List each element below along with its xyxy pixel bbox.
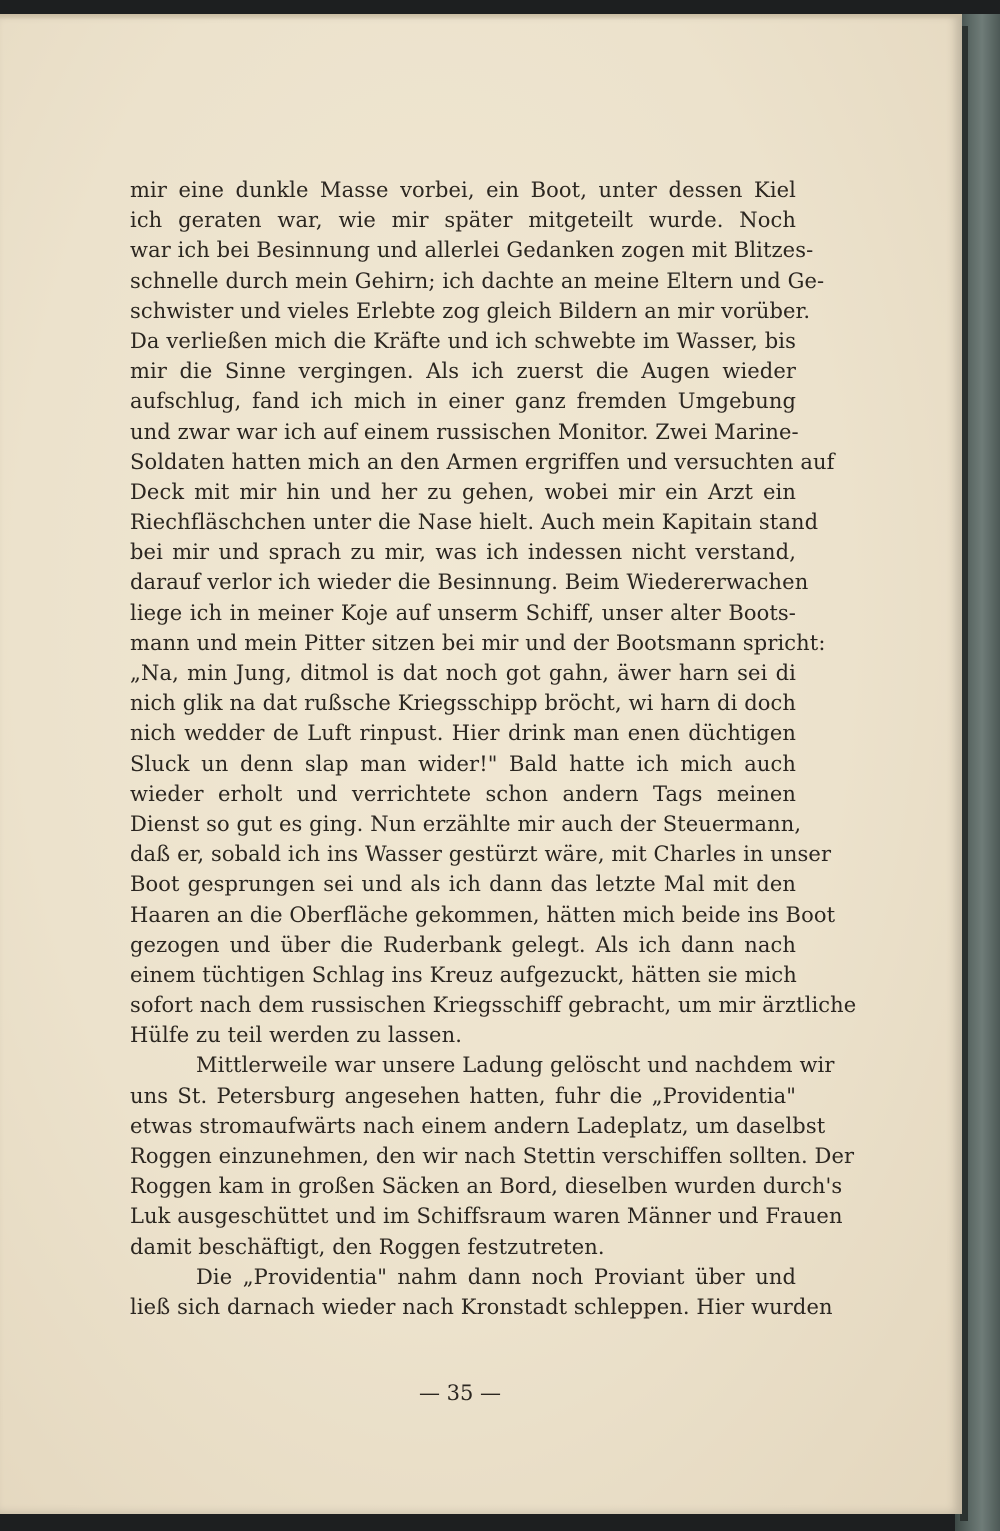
text-line: Haaren an die Oberfläche gekommen, hätten mich beide ins Boot <box>130 902 836 927</box>
text-line: sofort nach dem russischen Kriegsschiff gebracht, um mir ärztliche <box>130 993 857 1018</box>
paragraph <box>130 1262 833 1322</box>
text-line: wieder erholt und verrichtete schon andern Tags meinen <box>130 781 796 806</box>
text-line: einem tüchtigen Schlag ins Kreuz aufgezuckt, hätten sie mich <box>130 962 797 987</box>
text-line: war ich bei Besinnung und allerlei Gedanken zogen mit Blitzes- <box>130 238 814 263</box>
text-line: Sluck un denn slap man wider!" Bald hatte ich mich auch <box>130 751 796 776</box>
text-line: Die „Providentia" nahm dann noch Proviant über und <box>196 1264 796 1289</box>
text-line: Da verließen mich die Kräfte und ich schwebte im Wasser, bis <box>130 328 796 353</box>
text-line: liege ich in meiner Koje auf unserm Schiff, unser alter Boots- <box>130 600 796 625</box>
paragraph <box>130 175 857 1050</box>
text-line: schnelle durch mein Gehirn; ich dachte an meine Eltern und Ge- <box>130 268 825 293</box>
text-line: mir eine dunkle Masse vorbei, ein Boot, unter dessen Kiel <box>130 178 796 202</box>
text-line: bei mir und sprach zu mir, was ich indessen nicht verstand, <box>130 540 796 565</box>
text-line: Dienst so gut es ging. Nun erzählte mir auch der Steuermann, <box>130 811 802 836</box>
text-line: Deck mit mir hin und her zu gehen, wobei mir ein Arzt ein <box>130 479 796 504</box>
text-line: schwister und vieles Erlebte zog gleich Bildern an mir vorüber. <box>130 298 811 323</box>
text-line: mann und mein Pitter sitzen bei mir und der Bootsmann spricht: <box>130 630 826 655</box>
text-line: und zwar war ich auf einem russischen Monitor. Zwei Marine- <box>130 419 799 444</box>
text-line: Soldaten hatten mich an den Armen ergriffen und versuchten auf <box>130 449 835 474</box>
text-line: gezogen und über die Ruderbank gelegt. Als ich dann nach <box>130 932 796 957</box>
text-line: Roggen einzunehmen, den wir nach Stettin verschiffen sollten. Der <box>130 1144 855 1168</box>
text-line: Boot gesprungen sei und als ich dann das letzte Mal mit den <box>130 872 796 897</box>
text-line: „Na, min Jung, ditmol is dat noch got gahn, äwer harn sei di <box>130 661 796 685</box>
text-line: Mittlerweile war unsere Ladung gelöscht und nachdem wir <box>196 1053 835 1078</box>
text-line: darauf verlor ich wieder die Besinnung. Beim Wiedererwachen <box>130 570 809 595</box>
page-number: — 35 — <box>418 1381 502 1405</box>
text-line: daß er, sobald ich ins Wasser gestürzt wäre, mit Charles in unser <box>130 842 832 867</box>
text-line: uns St. Petersburg angesehen hatten, fuhr die „Providentia" <box>130 1083 796 1108</box>
text-line: Riechfläschchen unter die Nase hielt. Auch mein Kapitain stand <box>130 510 819 535</box>
page-text-body <box>130 175 857 1322</box>
text-line: Hülfe zu teil werden zu lassen. <box>130 1023 462 1048</box>
text-line: nich wedder de Luft rinpust. Hier drink man enen düchtigen <box>130 721 796 746</box>
text-line: aufschlug, fand ich mich in einer ganz fremden Umgebung <box>130 389 796 414</box>
text-line: nich glik na dat rußsche Kriegsschipp bröcht, wi harn di doch <box>130 691 796 716</box>
text-line: damit beschäftigt, den Roggen festzutreten. <box>130 1234 605 1259</box>
text-line: ließ sich darnach wieder nach Kronstadt schleppen. Hier wurden <box>130 1294 833 1319</box>
text-line: ich geraten war, wie mir später mitgeteilt wurde. Noch <box>130 208 796 233</box>
text-line: Roggen kam in großen Säcken an Bord, dieselben wurden durch's <box>130 1174 843 1199</box>
text-line: mir die Sinne vergingen. Als ich zuerst die Augen wieder <box>130 359 796 384</box>
paragraph <box>130 1050 855 1261</box>
text-line: etwas stromaufwärts nach einem andern Ladeplatz, um daselbst <box>130 1113 826 1138</box>
text-line: Luk ausgeschüttet und im Schiffsraum waren Männer und Frauen <box>130 1204 843 1229</box>
page-top-shadow <box>0 14 962 20</box>
